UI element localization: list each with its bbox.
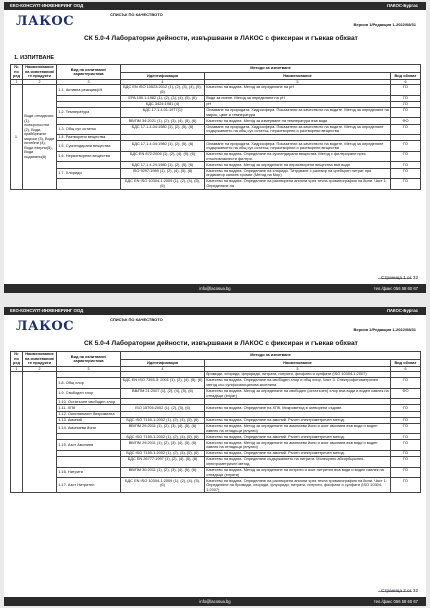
test-type-cell: 1.2. Температура [57, 107, 121, 118]
method-name-cell: Опазване на природата. Хидросфера. Показатели за качеството на водите. Метод за определяне на мирис, цвят и температура [206, 107, 389, 117]
test-type-cell: 1.15. Азот Амониев [57, 440, 121, 451]
scope-cell: ГО [391, 478, 421, 493]
test-type-cell: 1.13. Амоний [57, 417, 121, 423]
test-type-cell: 1.6. Неразтворени вещества [57, 151, 121, 162]
method-name-cell: Качество на водата. Метод за определяне на амониеви йони и азот амониев във води и воден извлек на отпадъци (елуати) [205, 423, 391, 434]
table-row [11, 124, 421, 135]
col-num: 1 [11, 80, 23, 85]
method-id-cell: БДС 17.1.4.24:1980 (1), (2), (5), (6) [121, 162, 205, 168]
footer-phone: тел./факс 056 58 60 67 [373, 286, 418, 291]
col-num: 5 [205, 367, 391, 372]
col-num: 2 [23, 80, 57, 85]
test-type-cell: 1.14. Амониеви йони [57, 423, 121, 434]
col-name: Наименование [205, 72, 391, 80]
footer-phone: тел./факс 056 58 60 67 [373, 599, 418, 604]
col-num: 4 [121, 80, 205, 85]
city-label: ЛАКОС-Бургас [386, 3, 418, 8]
method-name-cell: Качество на водата. Метод за определяне на нитрити и азот нитритен във води и воден извлек на отпадъци (елуати) [205, 467, 391, 478]
table-row [11, 141, 421, 152]
scope-cell: ГО [391, 179, 421, 190]
top-bar [4, 2, 426, 10]
test-type-cell: 1.5. Суспендирани вещества [57, 141, 121, 152]
tested-objects [23, 372, 57, 493]
test-type-cell: 1.12. Окисляемост бихроматна [57, 411, 121, 417]
footer-email: info@lacosua.bg [199, 599, 231, 604]
test-type-cell [57, 457, 121, 468]
col-num: 1 [11, 367, 23, 372]
scope-cell: ГО [391, 107, 421, 118]
test-type-cell: 1.11. ХПК [57, 405, 121, 411]
test-type-cell [57, 179, 121, 190]
method-name-cell: бромиди, хлориди, флуориди, нитрати, нитрити, фосфати и сулфати (ISO 10304-1:2007) [205, 372, 391, 378]
org-name: ЕКО-КОНСУЛТ-ИНЖЕНЕРИНГ ООД [10, 3, 84, 8]
page-number: Страница 2 от 32 [381, 588, 418, 593]
scope-cell: ФО [391, 388, 421, 399]
table-row [11, 168, 421, 179]
method-name-cell: Качество на водата. Определяне на свободен хлор и общ хлор. Част 3. Спектрофотометричен метод със сулфосалицилова киселина [205, 378, 391, 389]
col-scope: Вид обхват [391, 72, 421, 80]
method-name-cell: Качество на водата. Определяне на амоний. Ръчен спектрометричен метод. [205, 451, 391, 457]
test-type-cell: 1.1. Активна реакция/рН [57, 85, 121, 96]
scope-cell: ГО [391, 440, 421, 451]
col-num: 4 [121, 367, 205, 372]
method-id-cell: ВВ/ПМ 21:2007 (1), (2), (4), (5), (6) [121, 388, 205, 399]
page-footer [4, 588, 426, 606]
method-name-cell: pH [205, 101, 391, 107]
method-name-cell: Качество на водата. Определяне на разтворени аниони чрез течна хроматография на йони. Част 1: Определяне на [205, 179, 391, 190]
methods-table [10, 351, 421, 493]
top-bar [4, 307, 426, 315]
col-num: 5 [205, 80, 391, 85]
table-row [11, 151, 421, 162]
doc-version: Версия 1/Редакция 1-2022/08/31 [353, 327, 416, 332]
scope-cell: ГО [391, 151, 421, 162]
col-object: Наименование на изпитвания/те продукти [23, 65, 57, 80]
method-id-cell: БДС EN ISO 10304-1:2009 (1), (2), (4), (5), (6) [121, 478, 205, 493]
method-id-cell: БДС EN ISO 10304-1:2009 (1), (2), (4), (5), (6) [121, 179, 205, 190]
test-type-cell: 1.3. Общ сух остатък [57, 124, 121, 135]
method-name-cell: Опазване на природата. Хидросфера. Показатели за качеството на водите. Метод за определяне съдържанието на общ сух остатък, неразтворени и разтворени вещества [205, 141, 391, 152]
method-id-cell: БДС ISO 7150-1:2002 (1), (2), (4), (5), (6) [121, 451, 205, 457]
scope-cell: ГО [391, 451, 421, 457]
method-name-cell: Качество на водата. Определяне на суспендирани вещества. Метод с филтриране през стъкловлакнести филтри. [205, 151, 391, 162]
method-name-cell: Качество на водата. Метод за определяне на неразтворени вещества във води [205, 162, 391, 168]
col-methods: Методи за изпитване [121, 65, 421, 73]
page-header [10, 316, 420, 338]
test-type-cell: 1.9. Свободен хлор [57, 388, 121, 399]
method-id-cell: БДС 17.1.4.04:1980 (1), (2), (5), (6) [121, 124, 205, 135]
method-name-cell: Качество на водата. Метод за определяне на рН [205, 85, 391, 96]
table-row [11, 179, 421, 190]
doc-type: СПИСЪК ПО КАЧЕСТВОТО [110, 317, 163, 322]
method-id-cell: ВВ/ПМ 29:2011 (1), (2), (3), (4), (5), (6) [121, 440, 205, 451]
org-name: ЕКО-КОНСУЛТ-ИНЖЕНЕРИНГ ООД [10, 308, 84, 313]
method-id-cell: БДС EN ISO 7393-3: 2001 (1), (2), (4), (5), (6) [121, 378, 205, 389]
method-id-cell: БДС ISO 7150-1:2002 (1), (2), (4), (5), (6) [121, 417, 205, 423]
tested-objects: Води отпадъчни (1), повърхностни (2), Води, крайбрежни морски (3), Води питейни (4), Води езерни(5), Води подземни(6) [23, 85, 57, 190]
page-footer [4, 275, 426, 293]
document-page-2 [4, 307, 426, 606]
col-scope: Вид обхват [391, 359, 421, 367]
col-identification: Идентификация [121, 72, 205, 80]
scope-cell: ГО [391, 85, 421, 96]
test-type-cell: 1.10. Остатъчен свободен хлор [57, 399, 121, 405]
method-id-cell: БДС EN 26777:1997 (1), (2), (4), (5), (6) [121, 457, 205, 468]
doc-title: СК 5.0-4 Лабораторни дейности, извършвани в ЛАКОС с фиксиран и гъвкав обхват [84, 35, 358, 42]
scope-cell: ГО [391, 168, 421, 179]
scope-cell: ГО [391, 457, 421, 468]
footer-email: info@lacosua.bg [199, 286, 231, 291]
method-id-cell: ВВ/ПМ 34:2021 (1), (2), (3), (4), (5), (6) [121, 118, 205, 124]
scope-cell: ГО [391, 417, 421, 423]
scope-cell: ГО [391, 124, 421, 135]
method-name-cell: Опазване на природата. Хидросфера. Показатели за качеството на водите. Метод за определяне съдържанието на общ сух остатък, неразтворени и разтворени вещества [205, 124, 391, 135]
scope-cell: ГО [391, 95, 421, 101]
scope-cell: ГО [391, 378, 421, 389]
col-num: 2 [23, 367, 57, 372]
method-name-cell: Качество на водата. Метод за определяне на амониеви йони и азот амониев във води и воден извлек на отпадъци (елуати) [205, 440, 391, 451]
row-number: 1. [11, 85, 23, 190]
test-type-cell: 1.4. Разтворени вещества [57, 135, 121, 141]
method-id-cell: БДС 17.1.4.04:1980 (1), (2), (5), (6) [121, 141, 205, 152]
method-id-cell: БДС EN ISO 10523:2012 (1), (2), (3), (4), (5), (6) [121, 85, 205, 96]
col-test-type: Вид на изпитване/ характеристика [57, 65, 121, 80]
method-id-cell: БДС 17.1.4.01:1977(1) [121, 107, 205, 118]
test-type-cell: 1.17. Азот Нитритен [57, 478, 121, 493]
table-row [11, 85, 421, 96]
method-id-cell: ISO 9297:1989 (1), (2), (4), (5), (6) [121, 168, 205, 179]
scope-cell: ГО [391, 467, 421, 478]
method-name-cell: Качество на водата. Определяне на хлориди. Титруване с разтвор на сребърен нитрат при индикатор калиев хромат (Метод на Мор) [205, 168, 391, 179]
method-name-cell: Води за пиене. Метод за определяне на рН [205, 95, 391, 101]
col-num: 6 [391, 367, 421, 372]
city-label: ЛАКОС-Бургас [386, 308, 418, 313]
test-type-cell: 1.7. Хлориди [57, 168, 121, 179]
company-logo: ЛАКОС [16, 319, 75, 334]
col-num: 6 [391, 80, 421, 85]
col-test-type: Вид на изпитване/ характеристика [57, 352, 121, 367]
col-object: Наименование на изпитвания/те продукти [23, 352, 57, 367]
test-type-cell: 1.16. Нитрити [57, 467, 121, 478]
scope-cell: ГО [391, 405, 421, 411]
method-id-cell: БДС 3424:1981 (4) [121, 101, 205, 107]
page-number: Страница 1 от 32 [381, 275, 418, 280]
row-number [11, 372, 23, 493]
scope-cell: ГО [391, 141, 421, 152]
col-name: Наименование [205, 359, 391, 367]
table-row [11, 440, 421, 451]
test-type-cell: 1.8. Общ хлор [57, 378, 121, 389]
col-identification: Идентификация [121, 359, 205, 367]
col-no: № по ред [11, 65, 23, 80]
methods-table [10, 64, 421, 190]
section-heading: 1. ИЗПИТВАНЕ [14, 55, 55, 61]
method-id-cell: ISO 15705:2002 (1), (2), (5), (6) [121, 405, 205, 411]
method-name-cell: Качество на водата. Определяне на амоний. Ръчен спектрометричен метод. [205, 434, 391, 440]
scope-cell: ГО [391, 423, 421, 434]
scope-cell: ГО [391, 434, 421, 440]
scope-cell: ГО [391, 162, 421, 168]
doc-title: СК 5.0-4 Лабораторни дейности, извършвани в ЛАКОС с фиксиран и гъвкав обхват [84, 340, 358, 347]
company-logo: ЛАКОС [16, 14, 75, 29]
page-header [10, 11, 420, 33]
col-num: 3 [57, 80, 121, 85]
col-num: 3 [57, 367, 121, 372]
table-row [11, 388, 421, 399]
col-no: № по ред [11, 352, 23, 367]
col-methods: Методи за изпитване [121, 352, 421, 360]
doc-type: СПИСЪК ПО КАЧЕСТВОТО [110, 12, 163, 17]
scope-cell: ФО [391, 118, 421, 124]
table-row [11, 478, 421, 493]
method-id-cell: ВВ/ПМ 30:2011 (1), (2), (3), (4), (5), (6) [121, 467, 205, 478]
scope-cell: ГО [391, 101, 421, 107]
table-row [11, 107, 421, 118]
method-name-cell: Качество на водата. Метод за измерване на температура във води [205, 118, 391, 124]
method-id-cell: БДС EN 872:2006 (1), (2), (4), (5), (6) [121, 151, 205, 162]
method-name-cell: Качество на водата. Определяне съдържанието на нитрити. Молекулно абсорбционен-спектрометричен метод. [205, 457, 391, 468]
method-id-cell: ВВ/ПМ 29:2011 (1), (2), (3), (4), (5), (6) [121, 423, 205, 434]
method-name-cell: Качество на водата. Метод за определяне на свободен (остатъчен) хлор във води и воден извлек на отпадъци (елуат) [206, 388, 389, 398]
table-row [11, 457, 421, 468]
method-name-cell: Качество на водата. Определяне на разтворени аниони чрез течна хроматография на йони. Част 1: Определяне на бромиди, хлориди, флуориди, нитрати, нитрити, фосфати и сулфати (ISO 10304-1:2007) [205, 478, 391, 493]
table-row [11, 423, 421, 434]
method-name-cell: Качество на водата. Определяне на ХПК. Микрометод в затворени съдове. [205, 405, 391, 411]
method-name-cell: Качество на водата. Определяне на амоний. Ръчен спектрометричен метод. [205, 417, 391, 423]
table-row [11, 467, 421, 478]
table-row [11, 378, 421, 389]
method-id-cell: EPA 150.1:1982 (1), (2), (3), (4), (5), (6) [121, 95, 205, 101]
doc-version: Версия 1/Редакция 1-2022/08/31 [353, 22, 416, 27]
method-id-cell: БДС ISO 7150-1:2002 (1), (2), (4), (5), (6) [121, 434, 205, 440]
document-page-1 [4, 2, 426, 293]
